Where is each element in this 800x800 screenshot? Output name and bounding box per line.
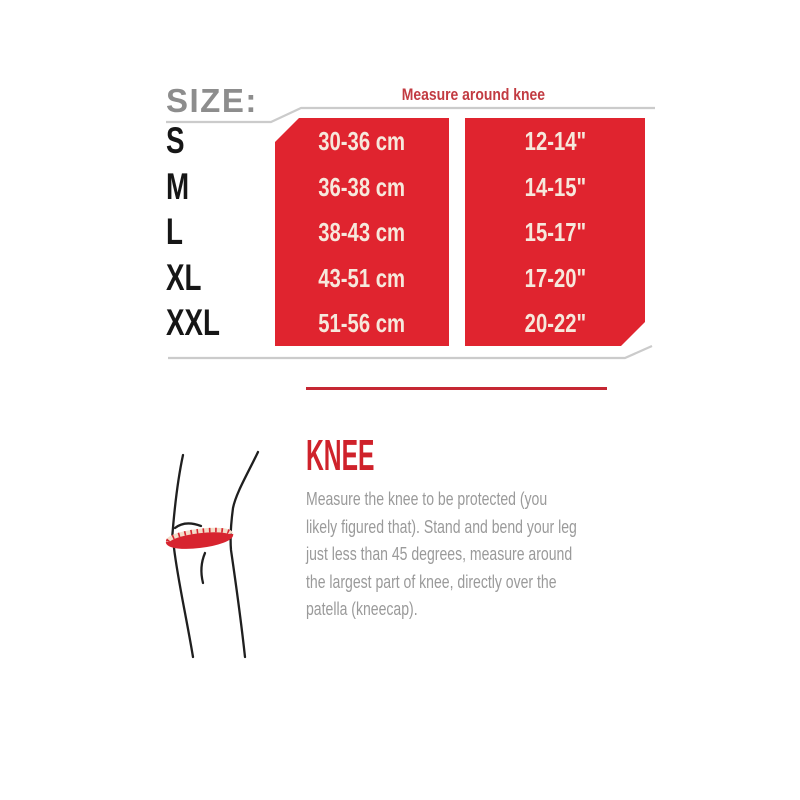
instruction-line: the largest part of knee, directly over the [306, 571, 557, 592]
table-row [0, 209, 800, 255]
knee-instructions [306, 486, 653, 624]
cm-value: 30-36 cm [318, 125, 406, 156]
footer-rule-line [168, 346, 652, 358]
knee-measurement-illustration [148, 443, 298, 663]
measure-around-knee-label: Measure around knee [401, 85, 545, 104]
inch-value: 14-15" [524, 171, 586, 202]
size-heading: SIZE: [166, 82, 258, 119]
cm-value: 38-43 cm [318, 216, 406, 247]
size-label: S [166, 120, 185, 161]
cm-value: 43-51 cm [318, 262, 406, 293]
size-label: XL [166, 257, 202, 298]
knee-section-heading: KNEE [306, 431, 375, 480]
tape-measure-band [167, 527, 231, 550]
section-divider [306, 387, 607, 390]
cm-value: 36-38 cm [318, 171, 406, 202]
instruction-line: patella (kneecap). [306, 599, 418, 619]
size-label: M [166, 166, 190, 207]
instruction-line: just less than 45 degrees, measure around [306, 544, 573, 564]
table-row [0, 164, 800, 210]
inch-value: 20-22" [524, 307, 586, 338]
instruction-line: likely figured that). Stand and bend your leg [306, 516, 577, 537]
size-label: XXL [166, 302, 220, 343]
table-row [0, 255, 800, 301]
inch-value: 12-14" [524, 125, 586, 156]
size-label: L [166, 211, 183, 252]
table-row [0, 300, 800, 346]
instruction-line: Measure the knee to be protected (you [306, 489, 548, 509]
table-row [0, 118, 800, 164]
inch-value: 17-20" [524, 262, 586, 293]
inch-value: 15-17" [524, 216, 586, 247]
cm-value: 51-56 cm [318, 307, 406, 338]
leg-outline [172, 452, 258, 657]
